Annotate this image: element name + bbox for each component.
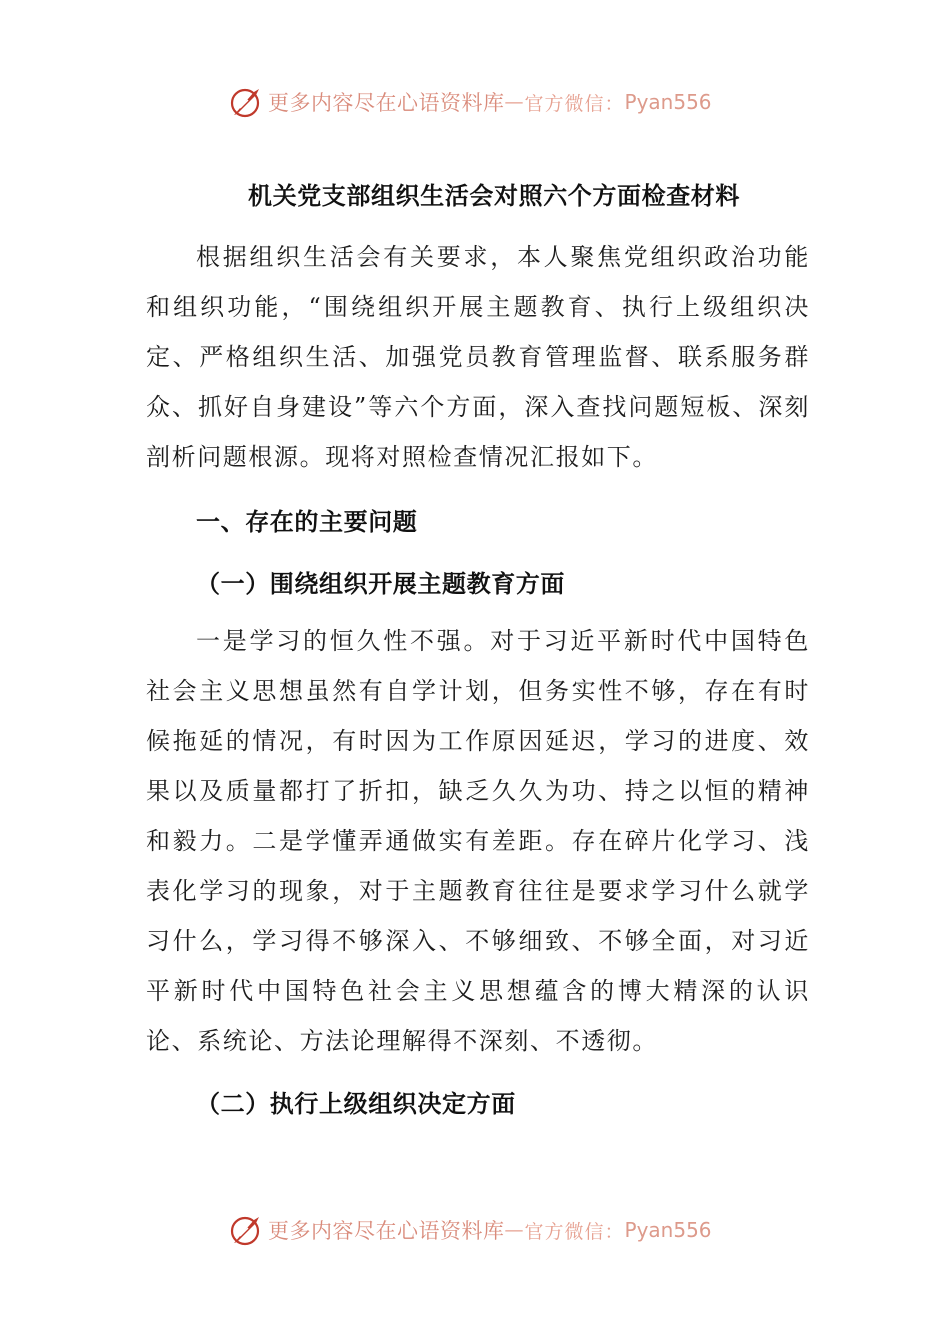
quill-pen-logo-icon bbox=[228, 84, 264, 120]
banner-official-label: 官方微信： bbox=[524, 1220, 625, 1243]
subsection-heading-theme-education: （一）围绕组织开展主题教育方面 bbox=[196, 570, 565, 598]
banner-wechat-id: Pyan556 bbox=[624, 90, 712, 114]
banner-official-label: 官方微信： bbox=[524, 92, 625, 115]
banner-wechat-id: Pyan556 bbox=[624, 1218, 712, 1242]
banner-separator: — bbox=[504, 91, 525, 113]
banner-brand-text: 更多内容尽在心语资料库 bbox=[268, 1219, 505, 1243]
section-heading-main-problems: 一、存在的主要问题 bbox=[196, 508, 418, 536]
subsection-heading-execute-decisions: （二）执行上级组织决定方面 bbox=[196, 1090, 516, 1118]
header-watermark-banner bbox=[228, 82, 712, 122]
document-title: 机关党支部组织生活会对照六个方面检查材料 bbox=[248, 182, 740, 210]
banner-brand-text: 更多内容尽在心语资料库 bbox=[268, 91, 505, 115]
banner-separator: — bbox=[504, 1219, 525, 1241]
subsection-body-theme-education: 一是学习的恒久性不强。对于习近平新时代中国特色社会主义思想虽然有自学计划，但务实性不够，存在有时候拖延的情况，有时因为工作原因延迟，学习的进度、效果以及质量都打了折扣，缺乏久久为功、持之以恒的精神和毅力。二是学懂弄通做实有差距。存在碎片化学习、浅表化学习的现象，对于主题教育往往是要求学习什么就学习什么，学习得不够深入、不够细致、不够全面，对习近平新时代中国特色社会主义思想蕴含的博大精深的认识论、系统论、方法论理解得不深刻、不透彻。 bbox=[146, 627, 810, 1055]
intro-paragraph: 根据组织生活会有关要求，本人聚焦党组织政治功能和组织功能，“围绕组织开展主题教育、执行上级组织决定、严格组织生活、加强党员教育管理监督、联系服务群众、抓好自身建设”等六个方面，深入查找问题短板、深刻剖析问题根源。现将对照检查情况汇报如下。 bbox=[146, 243, 810, 471]
quill-pen-logo-icon bbox=[228, 1212, 264, 1248]
footer-watermark-banner bbox=[228, 1210, 712, 1250]
